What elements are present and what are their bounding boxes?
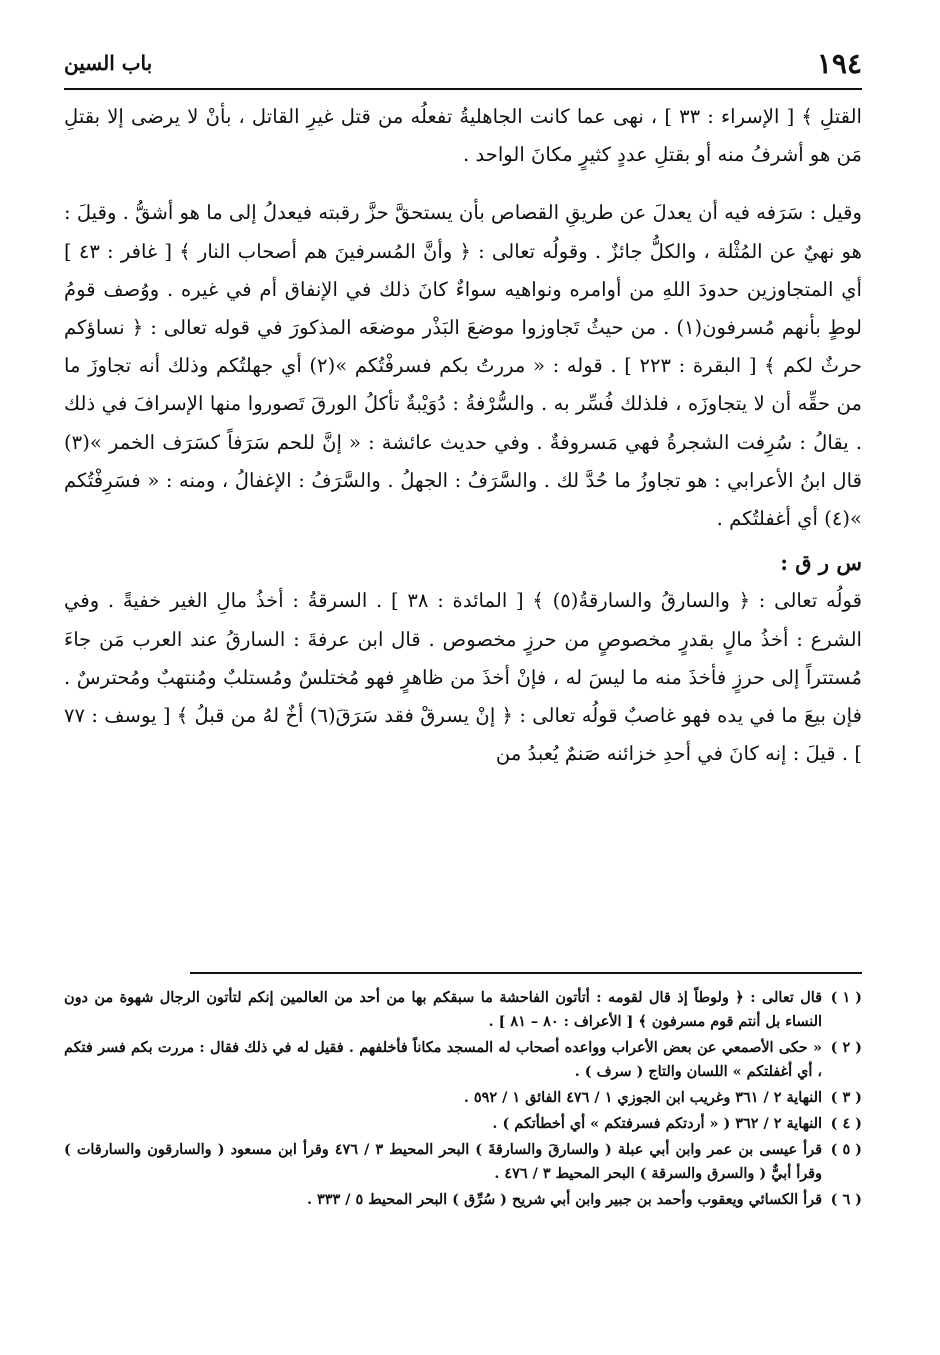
footnote [64,986,862,1034]
footnote [64,1138,862,1186]
footnotes [64,986,862,1286]
footnote-text: قرأ الكسائي ويعقوب وأحمد بن جبير وابن أبي شريح ( سُرِّق ) البحر المحيط ٥ / ٣٣٣ . [306,1191,822,1208]
footnote-text: قرأ عيسى بن عمر وابن أبي عبلة ( والسارقَ والسارقةَ ) البحر المحيط ٣ / ٤٧٦ وقرأ ابن مسعود ( والسارقون والسارقات ) وقرأ أبيٌّ ( والسرق والسرقة ) البحر المحيط ٣ / ٤٧٦ . [64,1141,822,1182]
footnote-number: ( ١ ) [830,989,862,1006]
footnote-text: « حكى الأصمعي عن بعض الأعراب وواعده أصحاب له المسجد مكاناً فأخلفهم . فقيل له في ذلك فقال : مررت بكم فسر فتكم ، أي أغفلتكم » اللسان والتاج ( سرف ) . [64,1039,822,1080]
footnote-number: ( ٦ ) [830,1191,862,1208]
footnote-number: ( ٣ ) [830,1089,862,1106]
footnote [64,1036,862,1084]
footnote [64,1086,862,1110]
paragraph-continuation: القتلِ ﴾ [ الإسراء : ٣٣ ] ، نهى عما كانت الجاهليةُ تفعلُه من قتل غيرِ القاتل ، بأنْ لا يرضى إلا بقتلِ مَن هو أشرفُ منه أو بقتلِ عددٍ كثيرٍ مكانَ الواحد . [64,105,862,167]
footnote-number: ( ٤ ) [830,1115,862,1132]
footnote-divider [190,972,862,974]
page-number: ١٩٤ [816,46,862,80]
paragraph-israf: وقيل : سَرَفه فيه أن يعدلَ عن طريقِ القصاص بأن يستحقَّ حزَّ رقبته فيعدلُ إلى ما هو أشقُّ . وقيلَ : هو نهيٌ عن المُثْلة ، والكلُّ جائزٌ . وقولُه تعالى : ﴿ وأنَّ المُسرفينَ هم أصحاب النار ﴾ [ غافر : ٤٣ ] أي المتجاوزين حدودَ اللهِ من أوامره ونواهيه سواءٌ كانَ ذلك في الإنفاق أم في غيره . ووُصف قومُ لوطٍ بأنهم مُسرفون(١) . من حيثُ تَجاوزوا موضعَ البَذْر موضعَه المذكورَ في قوله تعالى : ﴿ نساؤكم حرثٌ لكم ﴾ [ البقرة : ٢٢٣ ] . قوله : « مررتُ بكم فسرفْتُكم »(٢) أي جهلتُكم وذلك أنه تجاوزَ ما من حقِّه أن لا يتجاوزَه ، فلذلك فُسِّر به . والسُّرْفةُ : دُوَيْبةٌ تأكلُ الورقَ تَصوروا منها الإسرافَ في ذلك . يقالُ : سُرِفت الشجرةُ فهي مَسروفةٌ . وفي حديث عائشة : « إنَّ للحم سَرَفاً كسَرَف الخمر »(٣) قال ابنُ الأعرابي : هو تجاوزُ ما حُدَّ لك . والسَّرَفُ : الجهلُ . والسَّرَفُ : الإغفالُ ، ومنه : « فسَرِفْتُكم »(٤) أي أغفلتُكم . [64,201,862,531]
section-title: باب السين [64,51,153,75]
entry-heading-sariqa: س ر ق : [780,550,862,576]
footnote-number: ( ٥ ) [830,1141,862,1158]
footnote-text: النهاية ٢ / ٣٦٢ ( « أردتكم فسرفتكم » أي أخطأتكم ) . [492,1115,822,1132]
footnote [64,1112,862,1136]
footnote-number: ( ٢ ) [830,1039,862,1056]
footnote [64,1188,862,1212]
main-text [64,98,862,943]
footnote-text: قال تعالى : ﴿ ولوطاً إذ قال لقومه : أتأتون الفاحشة ما سبقكم بها من أحد من العالمين إنكم لتأتون الرجال شهوة من دون النساء بل أنتم قوم مسرفون ﴾ [ الأعراف : ٨٠ – ٨١ ] . [64,989,822,1030]
page-header [64,38,862,90]
footnote-text: النهاية ٢ / ٣٦١ وغريب ابن الجوزي ١ / ٤٧٦ الفائق ١ / ٥٩٢ . [463,1089,822,1106]
paragraph-sariqa: قولُه تعالى : ﴿ والسارقُ والسارقةُ(٥) ﴾ [ المائدة : ٣٨ ] . السرقةُ : أخذُ مالِ الغير خفيةً . وفي الشرع : أخذُ مالٍ بقدرٍ مخصوصٍ من حرزٍ مخصوص . قال ابن عرفةَ : السارقُ عند العرب مَن جاءَ مُستتراً إلى حرزٍ فأخذَ منه ما ليسَ له ، فإنْ أخذَ من ظاهرٍ فهو مُختلسٌ ومُستلبٌ ومُنتهبٌ ومُحترسٌ . فإن بيعَ ما في يده فهو غاصبٌ قولُه تعالى : ﴿ إنْ يسرقْ فقد سَرَقَ(٦) أخٌ لهُ من قبلُ ﴾ [ يوسف : ٧٧ ] . قيلَ : إنه كانَ في أحدِ خزائنه صَنمٌ يُعبدُ من [64,589,862,766]
